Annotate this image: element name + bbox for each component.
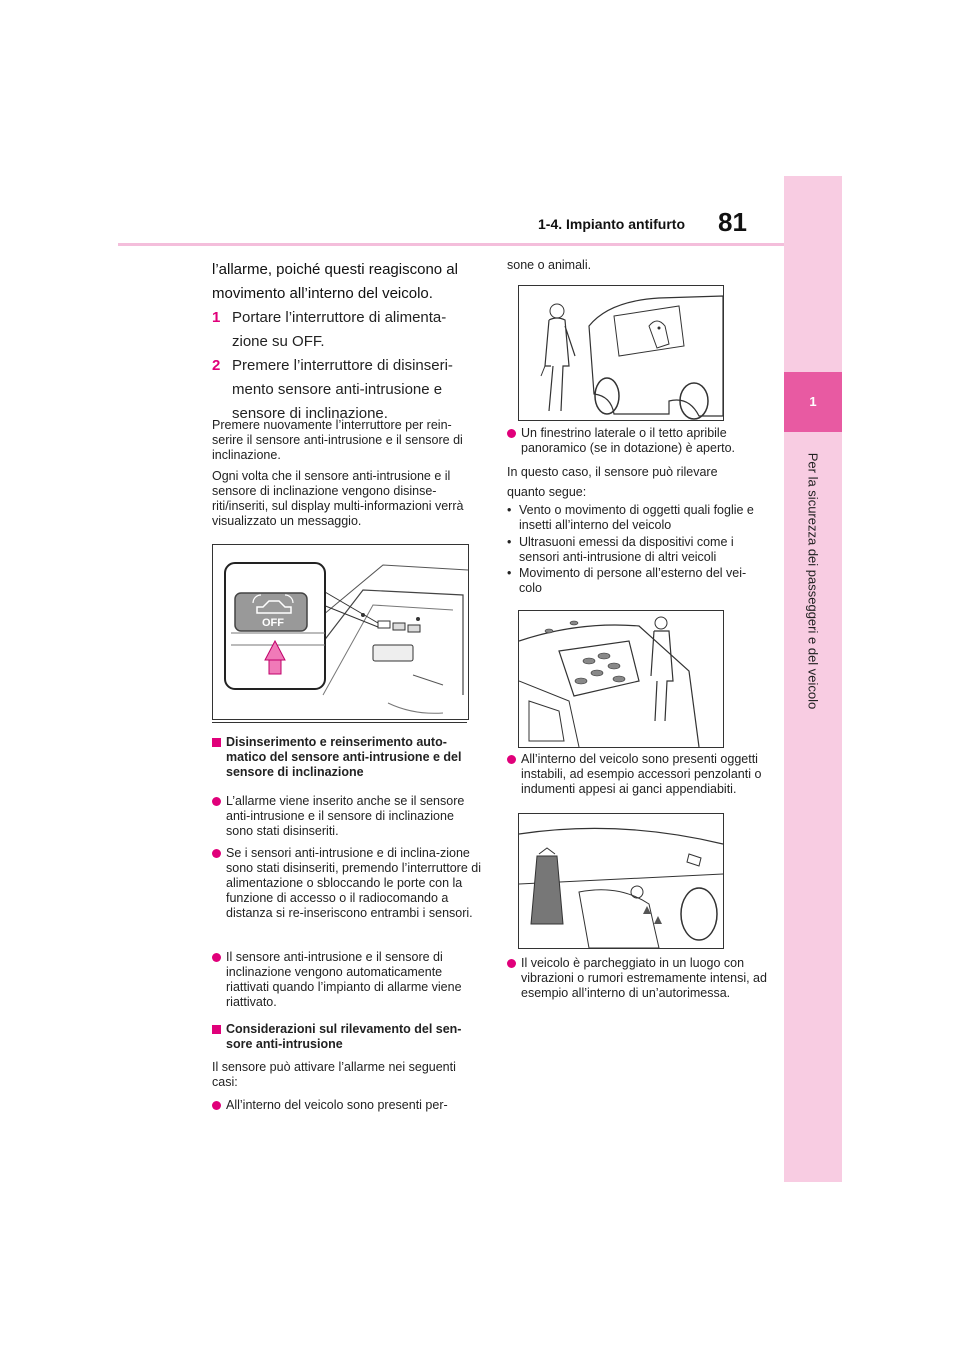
circle-bullet-icon <box>507 429 516 438</box>
list-item-text: Il veicolo è parcheggiato in un luogo con vibrazioni o rumori estremamente intensi, ad esempio all’interno di un’autorimessa. <box>521 956 767 1000</box>
paragraph: In questo caso, il sensore può rilevare quanto segue: <box>507 465 718 499</box>
step-number: 1 <box>212 309 221 326</box>
section-heading-text: Considerazioni sul rilevamento del sen-sore anti-intrusione <box>226 1022 462 1051</box>
step-number: 2 <box>212 357 221 374</box>
step-2 <box>212 354 474 426</box>
switch-figure <box>212 544 469 720</box>
dash-item-text: Vento o movimento di oggetti quali foglie e insetti all’interno del veicolo <box>519 503 754 532</box>
list-item <box>507 426 775 456</box>
step-1 <box>212 306 474 354</box>
sunroof-figure <box>518 610 724 748</box>
step-text: Premere l’interruttore di disinseri-mento sensore anti-intrusione e sensore di inclinazione. <box>232 357 453 422</box>
interior-hanging-clothes-illustration <box>519 814 723 948</box>
header-rule <box>118 243 784 246</box>
figure-separator <box>212 722 467 723</box>
circle-bullet-icon <box>212 953 221 962</box>
list-item <box>212 1098 482 1113</box>
circle-bullet-icon <box>212 797 221 806</box>
dash-item: • Ultrasuoni emessi da dispositivi come i sensori anti-intrusione di altri veicoli <box>507 535 734 564</box>
section-heading-text: Disinserimento e reinserimento auto-matico del sensore anti-intrusione e del sensore di inclinazione <box>226 735 462 779</box>
list-item <box>212 794 482 839</box>
list-item-text: Il sensore anti-intrusione e il sensore di inclinazione vengono automaticamente riattivati quando l’impianto di allarme viene riattivato. <box>226 950 462 1009</box>
dash-item: • Movimento di persone all’esterno del vei-colo <box>507 566 747 595</box>
intro-text: l’allarme, poiché questi reagiscono al movimento all’interno del veicolo. <box>212 261 458 302</box>
paragraph: Premere nuovamente l’interruttore per rein-serire il sensore anti-intrusione e il sensore di inclinazione. <box>212 418 463 462</box>
circle-bullet-icon <box>507 755 516 764</box>
overhead-console-illustration <box>213 545 468 719</box>
dash-item-text: Movimento di persone all’esterno del vei-colo <box>519 566 747 595</box>
circle-bullet-icon <box>212 849 221 858</box>
paragraph: sone o animali. <box>507 258 592 272</box>
chapter-tab: 1 <box>784 372 842 432</box>
section-title: 1-4. Impianto antifurto <box>538 216 685 232</box>
circle-bullet-icon <box>507 959 516 968</box>
list-item-text: All’interno del veicolo sono presenti per- <box>226 1098 448 1112</box>
list-item-text: All’interno del veicolo sono presenti oggetti instabili, ad esempio accessori penzolanti o indumenti appesi ai ganci appendiabiti. <box>521 752 762 796</box>
list-item <box>507 752 775 797</box>
chapter-label <box>784 436 842 726</box>
square-bullet-icon <box>212 738 221 747</box>
list-item-text: Se i sensori anti-intrusione e di inclina-zione sono stati disinseriti, premendo l’interruttore di alimentazione o sbloccando le porte con la funzione di accesso o il radiocomando a distanza si re-inseriscono entrambi i sensori. <box>226 846 481 920</box>
circle-bullet-icon <box>212 1101 221 1110</box>
list-item-text: L’allarme viene inserito anche se il sensore anti-intrusione e il sensore di inclinazione sono stati disinseriti. <box>226 794 465 838</box>
section-heading <box>212 735 482 780</box>
chapter-label-text: Per la sicurezza dei passeggeri e del veicolo <box>805 452 821 710</box>
dash-item-text: Ultrasuoni emessi da dispositivi come i sensori anti-intrusione di altri veicoli <box>519 535 734 564</box>
person-and-dog-illustration <box>519 286 723 420</box>
person-dog-figure <box>518 285 724 421</box>
paragraph: Ogni volta che il sensore anti-intrusione e il sensore di inclinazione vengono disinse-riti/inseriti, sul display multi-informazioni verrà visualizzato un messaggio. <box>212 469 464 528</box>
list-item-text: Un finestrino laterale o il tetto apribile panoramico (se in dotazione) è aperto. <box>521 426 736 455</box>
open-sunroof-illustration <box>519 611 723 747</box>
section-heading <box>212 1022 482 1052</box>
list-item <box>507 956 775 1001</box>
interior-figure <box>518 813 724 949</box>
paragraph: Il sensore può attivare l’allarme nei seguenti casi: <box>212 1060 456 1089</box>
dash-item: • Vento o movimento di oggetti quali foglie e insetti all’interno del veicolo <box>507 503 754 532</box>
list-item <box>212 950 482 1010</box>
page-number: 81 <box>718 207 747 237</box>
square-bullet-icon <box>212 1025 221 1034</box>
step-text: Portare l’interruttore di alimenta-zione su OFF. <box>232 309 447 350</box>
off-button-label: OFF <box>262 617 284 629</box>
list-item <box>212 846 482 921</box>
